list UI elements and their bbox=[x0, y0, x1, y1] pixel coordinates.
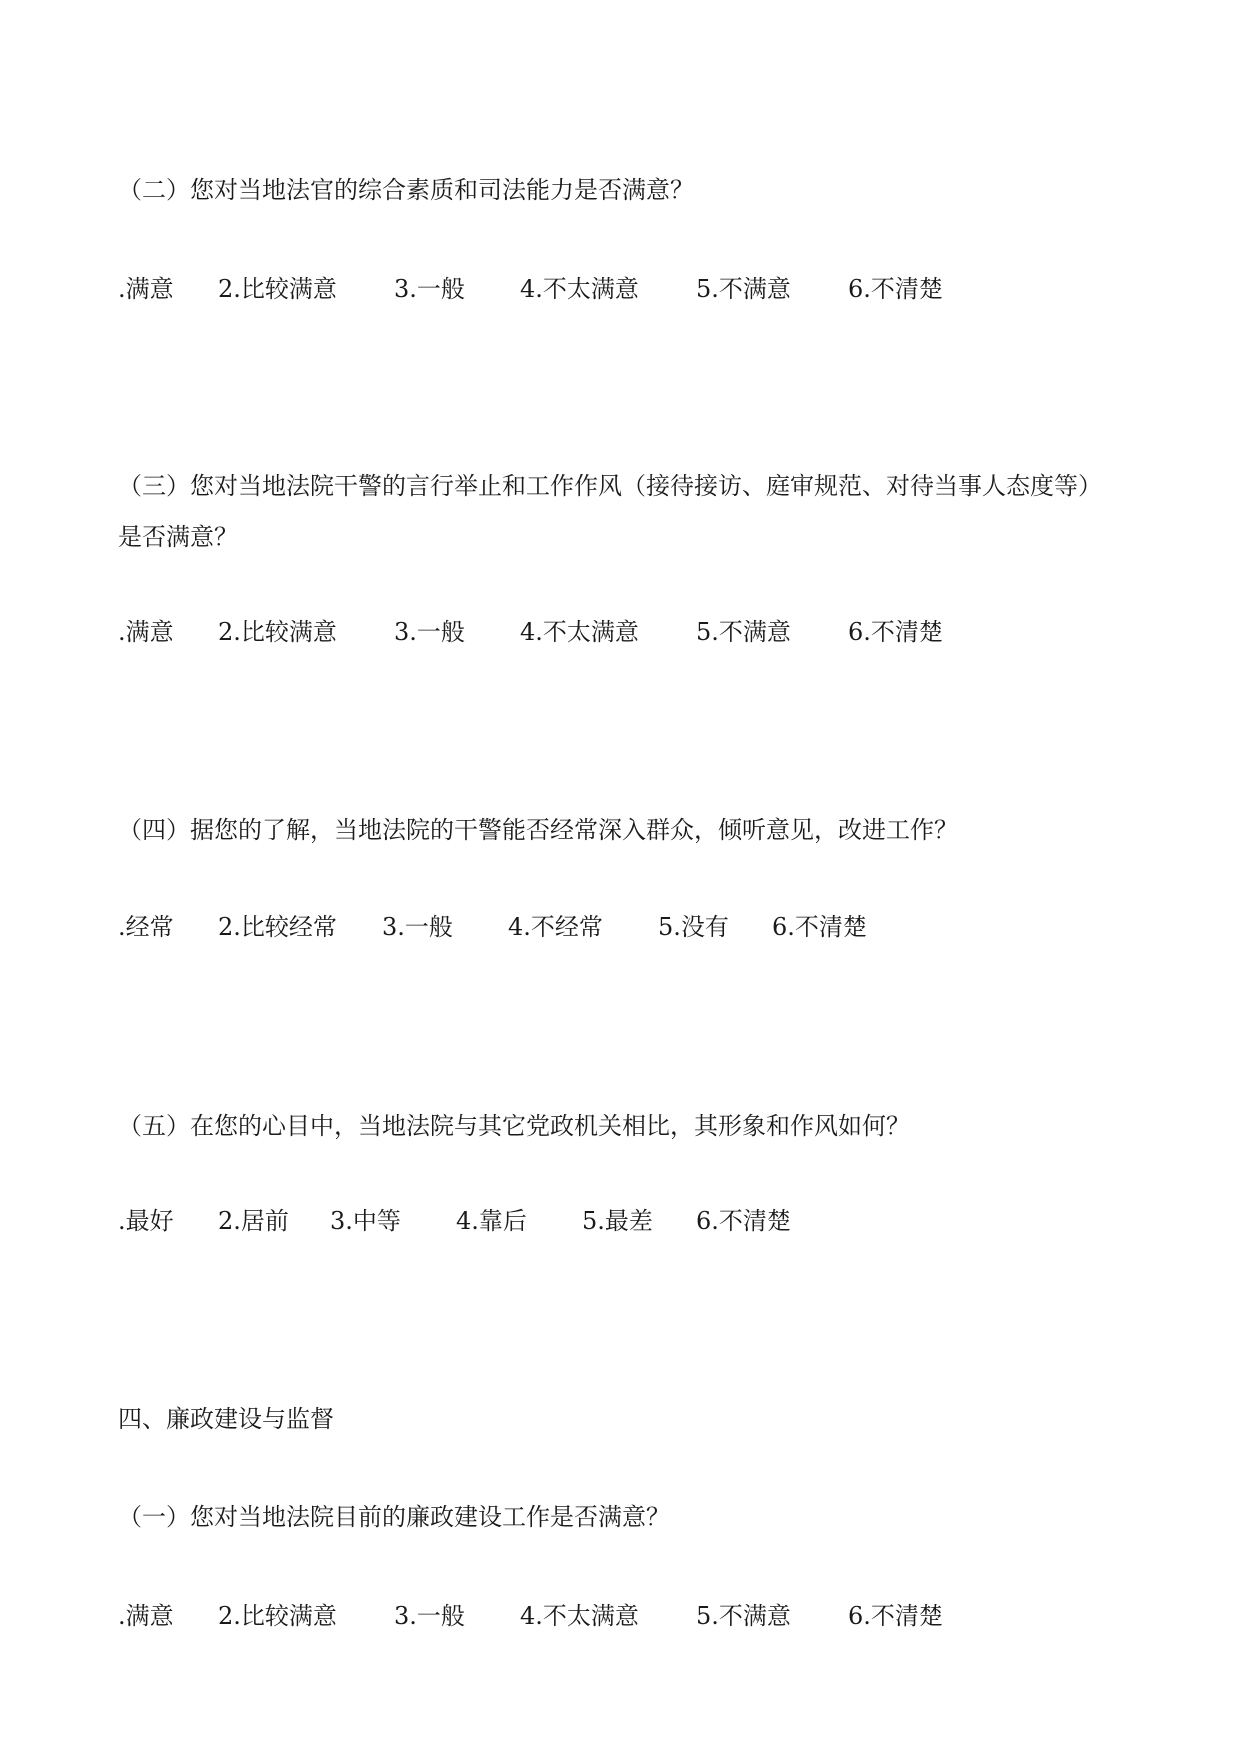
question-4-text: （四）据您的了解，当地法院的干警能否经常深入群众，倾听意见，改进工作？ bbox=[118, 816, 958, 844]
option-6: 6.不清楚 bbox=[848, 275, 943, 303]
option-2: 2.比较满意 bbox=[218, 275, 337, 303]
option-3: 3.一般 bbox=[382, 913, 453, 941]
option-2: 2.比较经常 bbox=[218, 913, 337, 941]
question-5-options bbox=[118, 1206, 1118, 1236]
section-question-1-text: （一）您对当地法院目前的廉政建设工作是否满意？ bbox=[118, 1503, 670, 1531]
option-5: 5.不满意 bbox=[696, 1602, 791, 1630]
option-3: 3.一般 bbox=[394, 275, 465, 303]
option-5: 5.不满意 bbox=[696, 275, 791, 303]
option-1: .满意 bbox=[118, 618, 174, 646]
option-6: 6.不清楚 bbox=[696, 1207, 791, 1235]
option-1: .满意 bbox=[118, 275, 174, 303]
question-2-options bbox=[118, 274, 1118, 304]
option-3: 3.一般 bbox=[394, 618, 465, 646]
option-5: 5.没有 bbox=[658, 913, 729, 941]
option-2: 2.比较满意 bbox=[218, 618, 337, 646]
option-1: .满意 bbox=[118, 1602, 174, 1630]
option-4: 4.不太满意 bbox=[520, 275, 639, 303]
option-4: 4.不太满意 bbox=[520, 1602, 639, 1630]
option-5: 5.最差 bbox=[582, 1207, 653, 1235]
option-1: .最好 bbox=[118, 1207, 174, 1235]
option-6: 6.不清楚 bbox=[848, 618, 943, 646]
question-3-text-cont: 是否满意？ bbox=[118, 523, 238, 551]
option-3: 3.中等 bbox=[330, 1207, 401, 1235]
question-4-options bbox=[118, 912, 1118, 942]
question-2-text: （二）您对当地法官的综合素质和司法能力是否满意？ bbox=[118, 176, 694, 204]
option-1: .经常 bbox=[118, 913, 174, 941]
option-6: 6.不清楚 bbox=[772, 913, 867, 941]
option-2: 2.比较满意 bbox=[218, 1602, 337, 1630]
section-question-1-options bbox=[118, 1601, 1118, 1631]
option-4: 4.不经常 bbox=[508, 913, 603, 941]
option-2: 2.居前 bbox=[218, 1207, 289, 1235]
question-3-text: （三）您对当地法院干警的言行举止和工作作风（接待接访、庭审规范、对待当事人态度等） bbox=[118, 472, 1102, 500]
option-6: 6.不清楚 bbox=[848, 1602, 943, 1630]
option-4: 4.不太满意 bbox=[520, 618, 639, 646]
option-5: 5.不满意 bbox=[696, 618, 791, 646]
option-4: 4.靠后 bbox=[456, 1207, 527, 1235]
option-3: 3.一般 bbox=[394, 1602, 465, 1630]
question-5-text: （五）在您的心目中，当地法院与其它党政机关相比，其形象和作风如何？ bbox=[118, 1112, 910, 1140]
section-heading: 四、廉政建设与监督 bbox=[118, 1405, 334, 1433]
question-3-options bbox=[118, 617, 1118, 647]
